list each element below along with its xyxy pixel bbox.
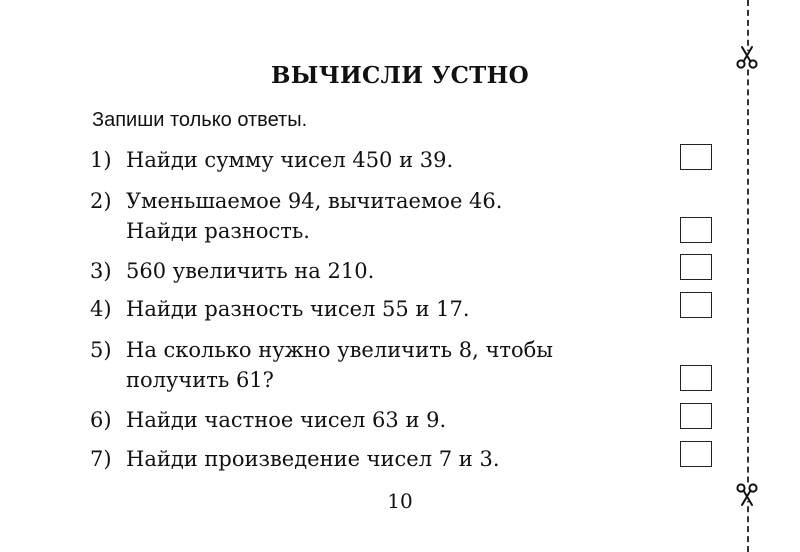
task-number: 5) xyxy=(90,338,112,362)
task-number: 7) xyxy=(90,447,112,471)
task-3 xyxy=(90,256,374,286)
task-number: 6) xyxy=(90,408,112,432)
task-number: 4) xyxy=(90,297,112,321)
answer-box-5[interactable] xyxy=(680,365,712,391)
task-5 xyxy=(90,335,553,395)
task-text: Найди разность чисел 55 и 17. xyxy=(126,297,470,321)
task-text: 560 увеличить на 210. xyxy=(126,259,375,283)
task-number: 1) xyxy=(90,148,112,172)
task-text: Найди сумму чисел 450 и 39. xyxy=(126,148,454,172)
cut-line xyxy=(747,0,749,552)
task-1 xyxy=(90,145,453,175)
answer-box-2[interactable] xyxy=(680,217,712,243)
instruction-text: Запиши только ответы. xyxy=(92,109,308,131)
task-text: Найди произведение чисел 7 и 3. xyxy=(126,447,500,471)
task-text: Уменьшаемое 94, вычитаемое 46. xyxy=(126,189,503,213)
page-number: 10 xyxy=(387,489,413,513)
answer-box-4[interactable] xyxy=(680,292,712,318)
task-text: На сколько нужно увеличить 8, чтобы xyxy=(126,338,554,362)
page-title: ВЫЧИСЛИ УСТНО xyxy=(271,62,529,89)
task-6 xyxy=(90,405,446,435)
task-text: Найди частное чисел 63 и 9. xyxy=(126,408,447,432)
task-number: 3) xyxy=(90,259,112,283)
scissors-icon xyxy=(732,44,762,74)
answer-box-1[interactable] xyxy=(680,144,712,170)
task-7 xyxy=(90,444,500,474)
answer-box-3[interactable] xyxy=(680,254,712,280)
task-4 xyxy=(90,294,470,324)
task-text-continued: Найди разность. xyxy=(126,219,310,243)
answer-box-7[interactable] xyxy=(680,441,712,467)
task-2 xyxy=(90,186,502,246)
task-number: 2) xyxy=(90,189,112,213)
task-text-continued: получить 61? xyxy=(126,368,274,392)
answer-box-6[interactable] xyxy=(680,403,712,429)
